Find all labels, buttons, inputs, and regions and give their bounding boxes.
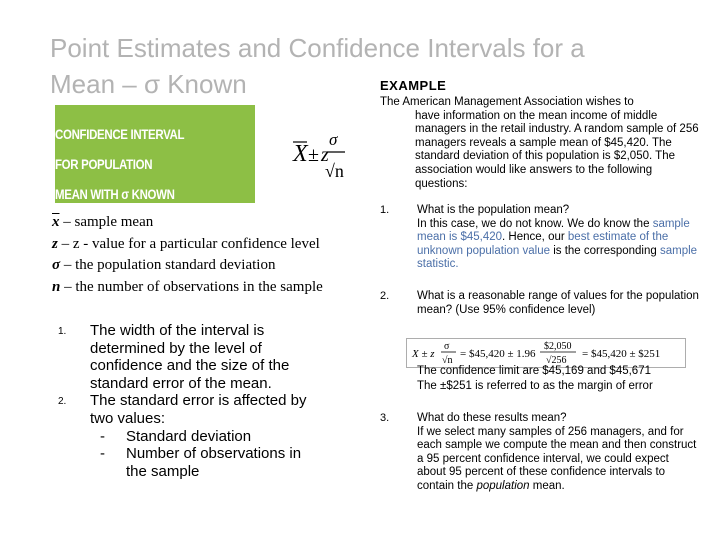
question-number: 2. xyxy=(380,290,390,302)
sub-list-item xyxy=(58,445,318,480)
margin-of-error: The ±$251 is referred to as the margin of error xyxy=(417,380,653,392)
calc-frac1-num: σ xyxy=(444,341,450,352)
definition-symbol: σ xyxy=(52,257,61,273)
definition-symbol: z xyxy=(52,235,58,252)
list-number: 2. xyxy=(58,396,67,408)
question-2 xyxy=(380,290,700,317)
calc-frac2-den: √256 xyxy=(546,355,567,366)
question-body xyxy=(417,412,700,494)
calc-frac2-num: $2,050 xyxy=(544,341,572,352)
definition-sigma xyxy=(52,255,372,277)
answer-text: is the corresponding xyxy=(553,244,657,257)
sub-list-dash: - xyxy=(100,445,105,463)
formula-z: z xyxy=(321,144,329,166)
answer-highlight: sample mean is $45,420 xyxy=(417,217,690,244)
question-answer xyxy=(417,218,700,272)
formula-caption-line1: CONFIDENCE INTERVAL FOR POPULATION xyxy=(55,126,184,172)
definition-symbol: $\overline{x}$ xyxy=(52,214,60,230)
title-line-2: Mean – σ Known xyxy=(50,69,247,99)
confidence-interval-formula-box xyxy=(55,105,345,203)
formula-sigma: σ xyxy=(329,130,338,149)
question-number: 1. xyxy=(380,204,390,216)
formula-xbar: X xyxy=(293,141,308,167)
answer-text: If we select many samples of 256 managers, and for each sample we compute the mean and then construct a 95 percent confidence interval, we could expect about 95 percent of these confidence intervals to contain the xyxy=(417,425,697,492)
calc-rhs: = $45,420 ± $251 xyxy=(582,348,661,360)
sub-list-text: Number of observations in the sample xyxy=(126,445,302,480)
question-1 xyxy=(380,204,700,272)
answer-highlight: best estimate of the unknown population value xyxy=(417,231,669,257)
example-intro-first: The American Management Association wishes to xyxy=(380,96,634,108)
formula-plusminus: ± xyxy=(308,144,319,166)
answer-emphasis: population xyxy=(476,479,530,492)
example-intro-rest: have information on the mean income of middle managers in the retail industry. A random sample of 256 managers reveals a sample mean of $45,420. The standard deviation of this population is $2,050. The association would like answers to the following questions: xyxy=(415,109,699,190)
question-number: 3. xyxy=(380,412,390,424)
question-text: What is a reasonable range of values for the population mean? (Use 95% confidence level) xyxy=(417,290,699,316)
interval-width-notes xyxy=(58,322,318,480)
calc-lhs: X ± z xyxy=(412,348,435,360)
definition-text: – sample mean xyxy=(59,214,154,230)
title-line-1: Point Estimates and Confidence Intervals for a xyxy=(50,33,585,63)
list-number: 1. xyxy=(58,326,67,337)
question-text: What do these results mean? xyxy=(417,412,567,424)
example-intro xyxy=(380,96,700,191)
sub-list-dash: - xyxy=(100,427,105,445)
confidence-results xyxy=(417,364,707,394)
question-answer xyxy=(417,426,700,494)
answer-text: . Hence, our xyxy=(502,231,565,244)
example-label: EXAMPLE xyxy=(380,78,447,93)
confidence-limits: The confidence limit are $45,169 and $45,671 xyxy=(417,365,651,377)
answer-highlight: sample statistic. xyxy=(417,244,698,271)
definition-z xyxy=(52,234,372,256)
definition-text: – the number of observations in the sample xyxy=(60,278,323,295)
slide-title xyxy=(50,30,650,102)
sub-list-text: Standard deviation xyxy=(126,427,252,445)
list-item xyxy=(58,322,318,392)
question-body xyxy=(417,204,700,272)
answer-text: In this case, we do not know. We do know the xyxy=(417,217,650,230)
definition-text: – z - value for a particular confidence level xyxy=(57,235,320,252)
question-text: What is the population mean? xyxy=(417,204,570,216)
list-text: The standard error is affected by two values: xyxy=(90,392,307,427)
sub-list-item xyxy=(58,428,318,446)
formula-sqrt-n: √n xyxy=(325,161,344,181)
list-item xyxy=(58,392,318,427)
formula-caption-line2: MEAN WITH σ KNOWN xyxy=(55,186,175,202)
symbol-definitions xyxy=(52,212,372,298)
definition-symbol: n xyxy=(52,278,61,295)
definition-xbar xyxy=(52,212,372,234)
calc-frac1-den: √n xyxy=(442,355,453,366)
calc-mid: = $45,420 ± 1.96 xyxy=(460,348,536,360)
definition-n xyxy=(52,277,372,299)
list-text: The width of the interval is determined by the level of confidence and the size of the standard error of the mean. xyxy=(90,322,290,392)
question-3 xyxy=(380,412,700,494)
definition-text: – the population standard deviation xyxy=(60,257,276,273)
formula-caption xyxy=(55,119,194,209)
answer-text: mean. xyxy=(532,479,565,492)
